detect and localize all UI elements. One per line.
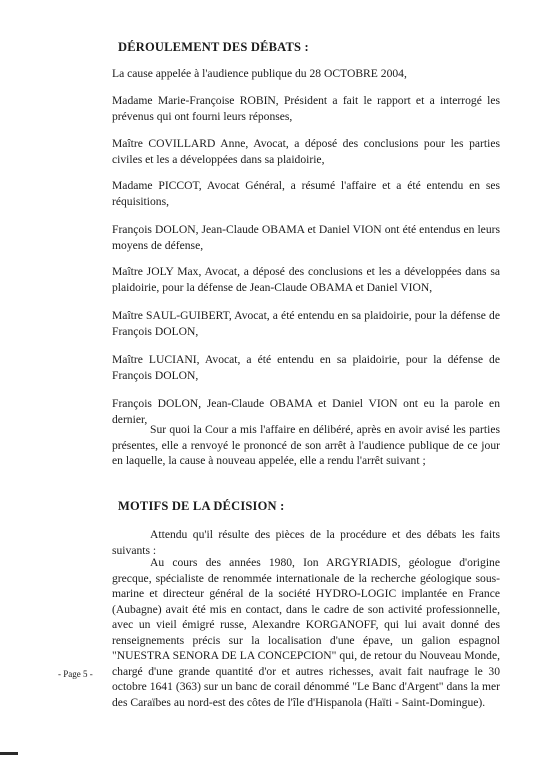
paragraph-president: Madame Marie-Françoise ROBIN, Président a fait le rapport et a interrogé les prévenus qui ont fourni leurs réponses,: [112, 94, 500, 123]
paragraph-parole-dernier: François DOLON, Jean-Claude OBAMA et Daniel VION ont eu la parole en dernier,: [112, 397, 500, 426]
paragraph-saul-guibert: Maître SAUL-GUIBERT, Avocat, a été entendu en sa plaidoirie, pour la défense de François DOLON,: [112, 309, 500, 338]
section-heading-deroulement: DÉROULEMENT DES DÉBATS :: [118, 40, 309, 54]
paragraph-piccot: Madame PICCOT, Avocat Général, a résumé l'affaire et a été entendu en ses réquisitions,: [112, 179, 500, 208]
paragraph-deliberation: Sur quoi la Cour a mis l'affaire en délibéré, après en avoir avisé les parties présentes, elle a renvoyé le prononcé de son arrêt à l'audience publique de ce jour en laquelle, la cause à nouveau appelée, elle a rendu l'arrêt suivant ;: [112, 423, 500, 467]
paragraph-attendu: Attendu qu'il résulte des pièces de la procédure et des débats les faits suivants :: [112, 528, 500, 557]
section-heading-motifs: MOTIFS DE LA DÉCISION :: [118, 499, 285, 513]
paragraph-faits: Au cours des années 1980, Ion ARGYRIADIS, géologue d'origine grecque, spécialiste de renommée internationale de la recherche géologique sous-marine et directeur général de la société HYDRO-LOGIC implantée en France (Aubagne) avait été mis en contact, dans le cadre de son activité professionnelle, avec un vieil émigré russe, Alexandre KORGANOFF, qui lui avait donné des renseignements précis sur la localisation d'une épave, un galion espagnol "NUESTRA SENORA DE LA CONCEPCION" qui, de retour du Nouveau Monde, chargé d'une grande quantité d'or et autres richesses, avait fait naufrage le 30 octobre 1641 (363) sur un banc de corail dénommé "Le Banc d'Argent" dans la mer des Caraïbes au nord-est des côtes de l'île d'Hispanola (Haïti - Saint-Domingue).: [112, 556, 500, 709]
paragraph-covillard: Maître COVILLARD Anne, Avocat, a déposé des conclusions pour les parties civiles et les a développées dans sa plaidoirie,: [112, 137, 500, 166]
paragraph-joly: Maître JOLY Max, Avocat, a déposé des conclusions et les a développées dans sa plaidoirie, pour la défense de Jean-Claude OBAMA et Daniel VION,: [112, 265, 500, 294]
paragraph-defense-prevenus: François DOLON, Jean-Claude OBAMA et Daniel VION ont été entendus en leurs moyens de défense,: [112, 223, 500, 252]
page-number: - Page 5 -: [58, 669, 93, 679]
paragraph-cause: La cause appelée à l'audience publique du 28 OCTOBRE 2004,: [112, 67, 407, 80]
paragraph-luciani: Maître LUCIANI, Avocat, a été entendu en sa plaidoirie, pour la défense de François DOLON,: [112, 353, 500, 382]
scan-mark: [0, 752, 18, 755]
